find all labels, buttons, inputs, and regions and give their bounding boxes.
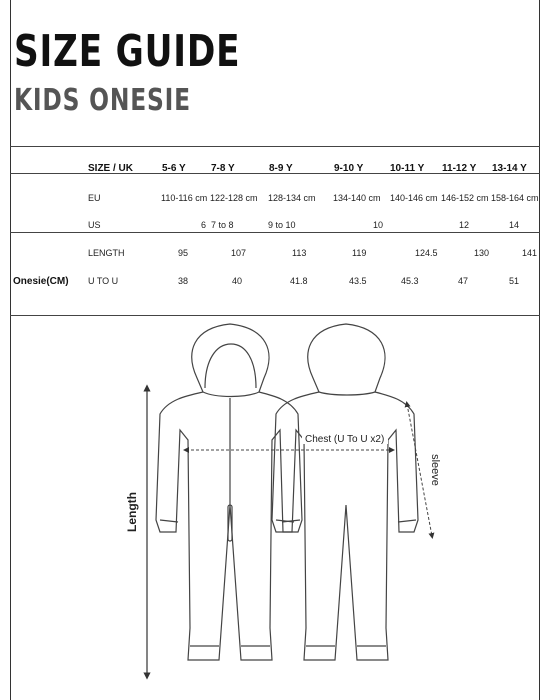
table-cell: 128-134 cm [268, 193, 316, 203]
page-title: SIZE GUIDE [14, 26, 241, 77]
col-header-10-11: 10-11 Y [390, 163, 425, 174]
sleeve-label: sleeve [429, 454, 441, 486]
table-cell: 146-152 cm [441, 193, 489, 203]
table-cell: 141 [522, 248, 538, 258]
col-header-11-12: 11-12 Y [442, 163, 477, 174]
table-cell: 6 [201, 220, 207, 230]
table-cell: 113 [292, 248, 307, 258]
table-cell: 158-164 cm [491, 193, 539, 203]
table-cell: 41.8 [290, 276, 308, 286]
table-cell: 38 [178, 276, 189, 286]
table-cell: 119 [352, 248, 367, 258]
table-cell: 51 [509, 276, 520, 286]
table-cell: 14 [509, 220, 520, 230]
col-header-13-14: 13-14 Y [492, 163, 527, 174]
table-cell: 10 [373, 220, 384, 230]
table-cell: 134-140 cm [333, 193, 381, 203]
table-cell: 45.3 [401, 276, 419, 286]
length-label: Length [125, 492, 139, 532]
table-cell: 7 to 8 [211, 220, 234, 230]
table-cell: 40 [232, 276, 243, 286]
table-cell: 95 [178, 248, 189, 258]
table-cell: 9 to 10 [268, 220, 296, 230]
row-label-utou: U TO U [88, 276, 119, 286]
col-header-8-9: 8-9 Y [269, 163, 293, 174]
col-header-5-6: 5-6 Y [162, 163, 186, 174]
col-header-7-8: 7-8 Y [211, 163, 235, 174]
row-label-us: US [88, 220, 101, 230]
table-cell: 122-128 cm [210, 193, 258, 203]
page-subtitle: KIDS ONESIE [14, 83, 191, 118]
section-label-onesie: Onesie(CM) [13, 276, 69, 287]
table-cell: 130 [474, 248, 490, 258]
table-cell: 124.5 [415, 248, 438, 258]
row-label-eu: EU [88, 193, 101, 203]
table-cell: 12 [459, 220, 470, 230]
onesie-front-illustration [156, 324, 302, 660]
table-cell: 43.5 [349, 276, 367, 286]
onesie-back-illustration [272, 324, 418, 660]
chest-label: Chest (U To U x2) [305, 434, 385, 445]
table-corner-label: SIZE / UK [88, 163, 134, 174]
table-cell: 110-116 cm [161, 193, 208, 203]
row-label-length: LENGTH [88, 248, 125, 258]
col-header-9-10: 9-10 Y [334, 163, 364, 174]
table-cell: 140-146 cm [390, 193, 438, 203]
sleeve-measure-line [407, 404, 432, 536]
table-cell: 47 [458, 276, 469, 286]
table-cell: 107 [231, 248, 247, 258]
